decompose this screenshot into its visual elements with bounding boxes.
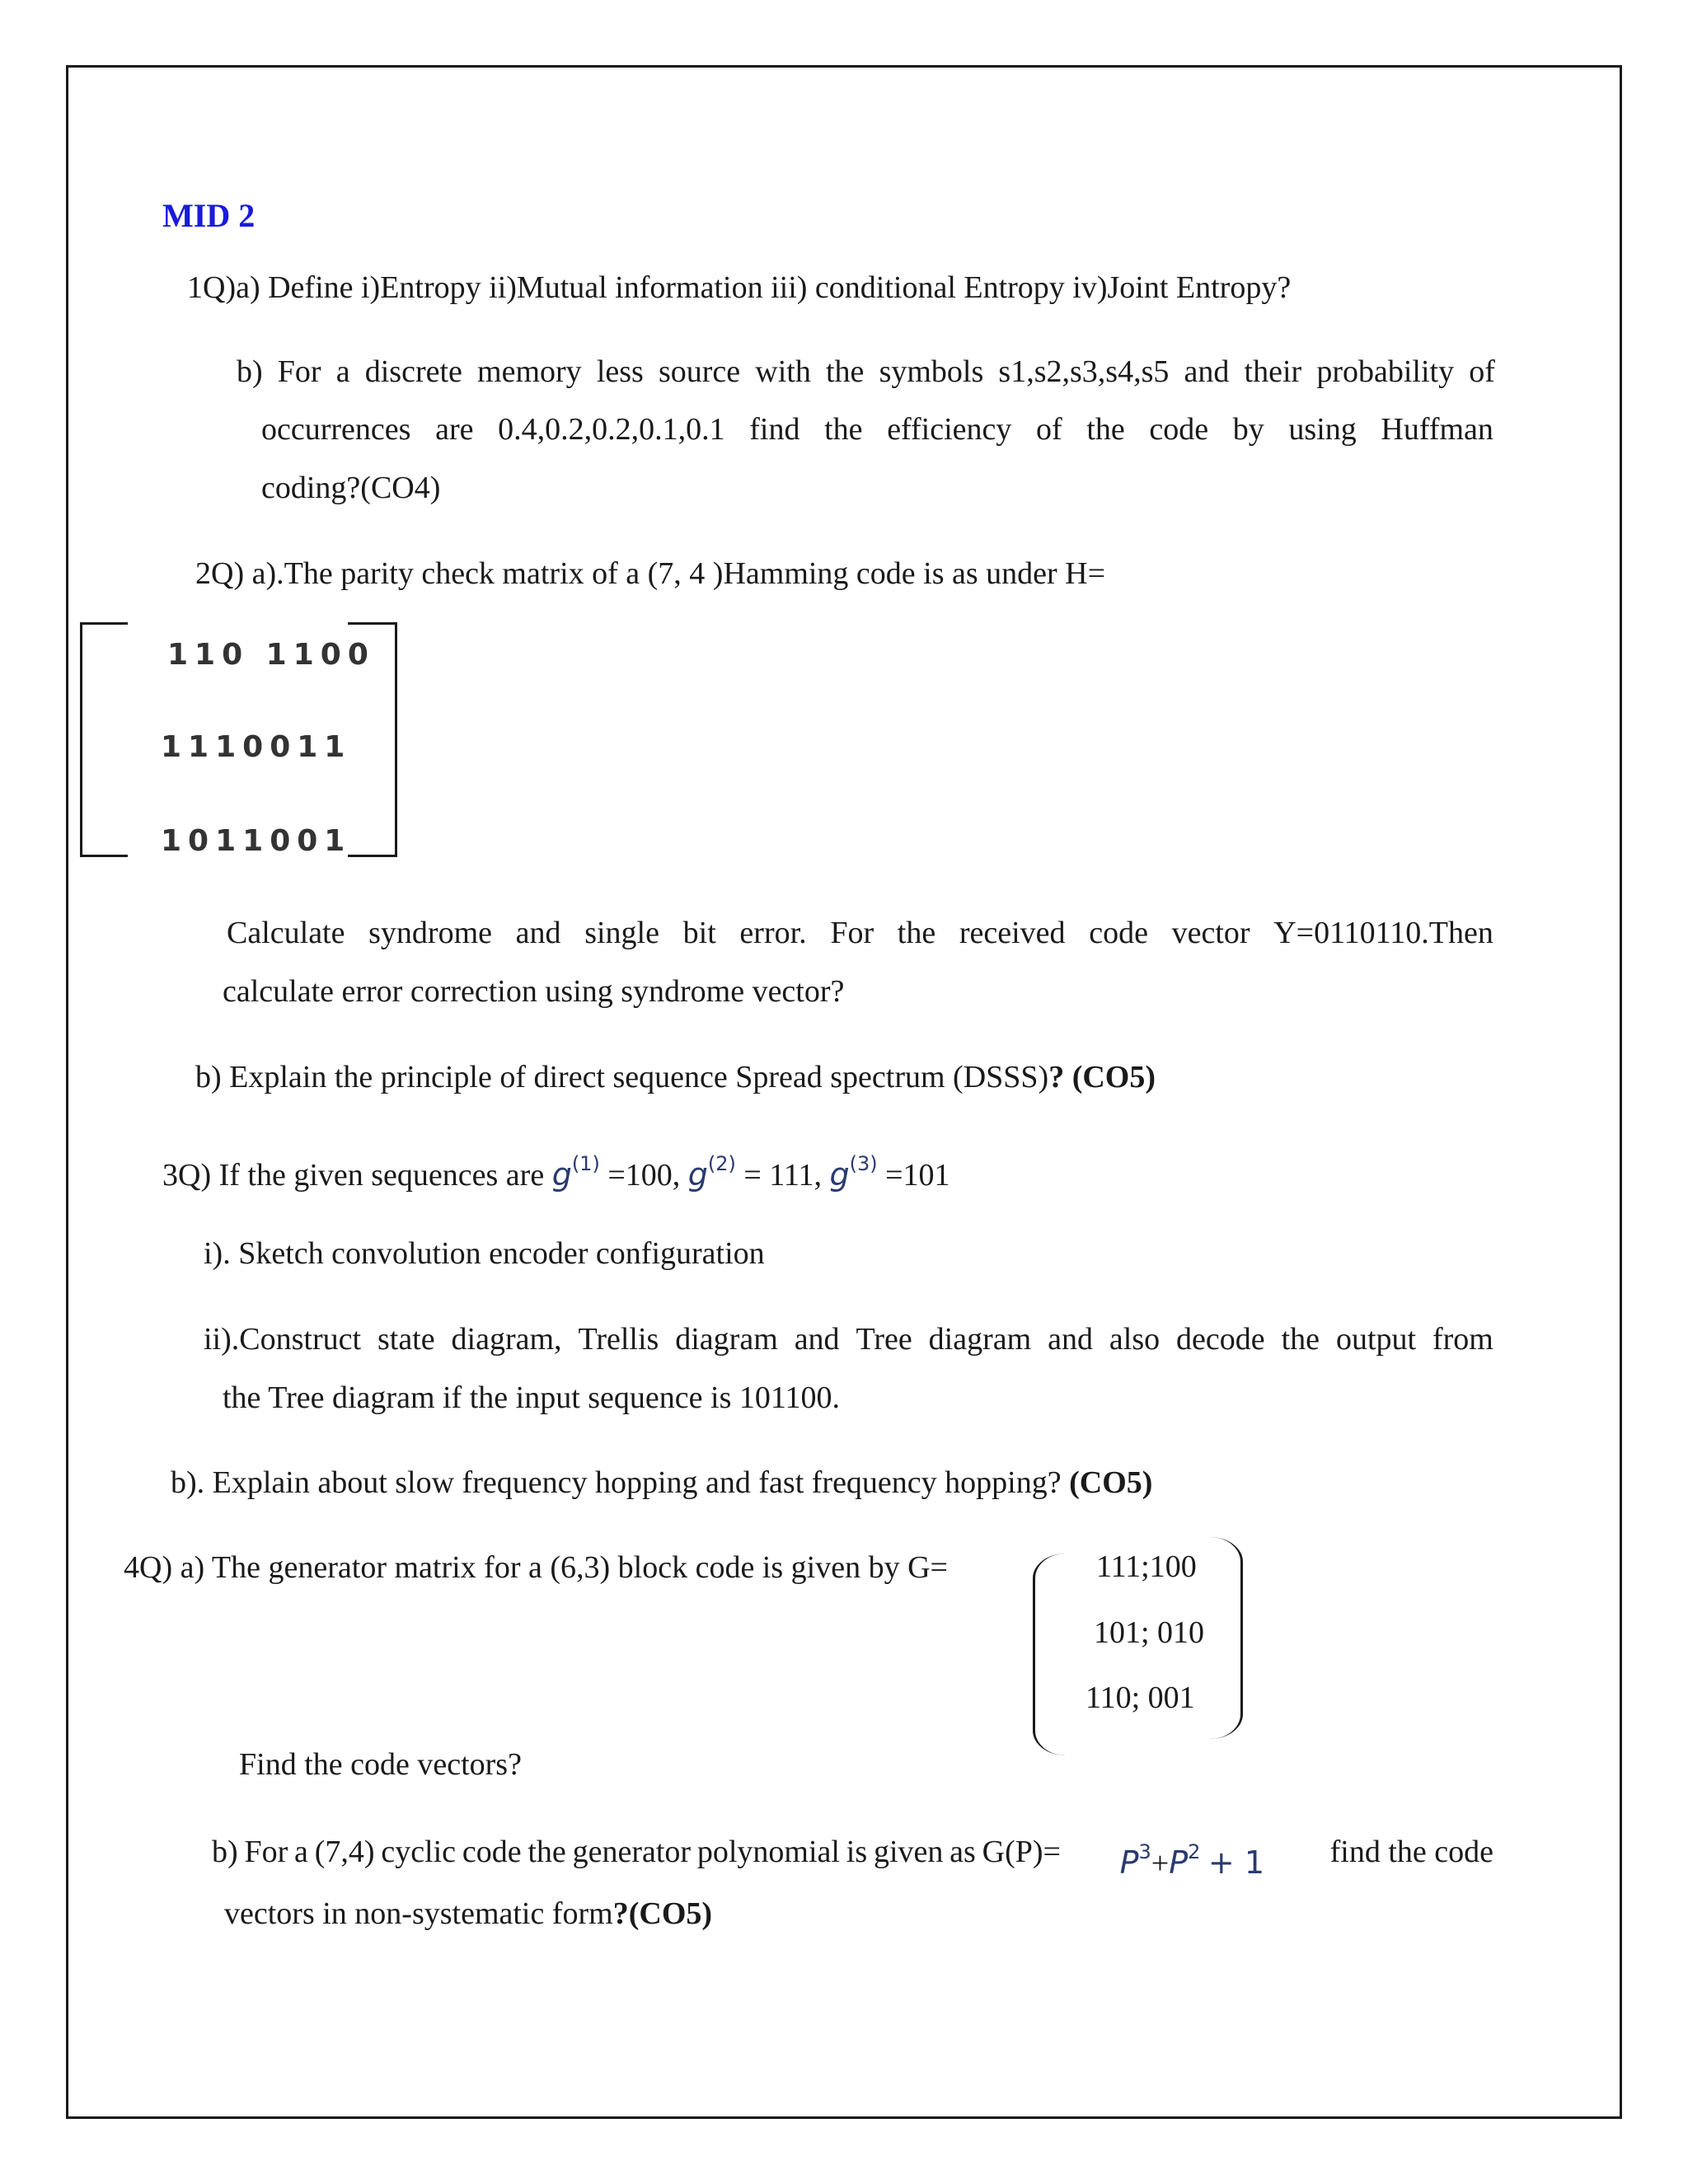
q4-part-b-line1 — [212, 1832, 1493, 1883]
q3-ii-line1-word: from — [1432, 1322, 1493, 1357]
q2-part-b — [195, 1057, 1156, 1097]
q4-part-b-co: ?(CO5) — [612, 1896, 713, 1931]
q1-b-line1-word: the — [826, 354, 865, 389]
g1-value: =100, — [607, 1158, 681, 1193]
q2-calc-line1-word: single — [584, 916, 659, 950]
g2-value: = 111, — [743, 1158, 822, 1193]
q1-b-line1-word: For — [277, 354, 321, 389]
q1-b-line1-word: symbols — [879, 354, 984, 389]
q3-ii-line1-word: ii).Construct — [204, 1322, 362, 1357]
q3-part-ii-line1 — [204, 1319, 1493, 1359]
poly-plus: + — [1151, 1846, 1170, 1881]
q1-part-b-line3: coding?(CO4) — [261, 471, 441, 505]
matrix-g-right-paren — [1210, 1537, 1243, 1739]
q1-b-line2-word: are — [435, 412, 474, 447]
q4-b-prefix-word: polynomial — [696, 1835, 840, 1869]
q4-b-prefix-word: For — [244, 1835, 288, 1869]
matrix-h-left-bracket — [80, 622, 128, 857]
matrix-g-left-paren — [1033, 1554, 1066, 1755]
q1-b-line2-word: efficiency — [887, 412, 1012, 447]
q4-b-prefix-word: G(P)= — [982, 1835, 1061, 1869]
q4-b-prefix-word: b) — [212, 1835, 238, 1869]
q1-b-line2-word: occurrences — [261, 412, 411, 447]
q4-b-prefix-word: cyclic — [381, 1835, 457, 1869]
g2-superscript: (2) — [707, 1152, 736, 1175]
q4-find: Find the code vectors? — [239, 1747, 522, 1782]
q1-part-b-line2 — [261, 410, 1493, 449]
q3-ii-line1-word: the — [1281, 1322, 1320, 1357]
poly-exp-2: 2 — [1188, 1840, 1201, 1863]
q1-b-line1-word: of — [1469, 354, 1495, 389]
q4-b-prefix-word: code — [462, 1835, 522, 1869]
q4-b-prefix-word: the — [528, 1835, 566, 1869]
q4-part-b-line2 — [224, 1894, 712, 1933]
q2-calc-line1-word: For — [830, 916, 874, 950]
q2-part-b-co: ? (CO5) — [1048, 1060, 1156, 1094]
q2-calc-line1-word: Y=0110110.Then — [1273, 916, 1493, 950]
q3-part-b — [171, 1463, 1152, 1502]
q4-part-a: 4Q) a) The generator matrix for a (6,3) block code is given by G= — [124, 1550, 948, 1585]
q1-part-b-line1 — [237, 352, 1495, 391]
q2-calc-line2: calculate error correction using syndrome vector? — [223, 974, 845, 1009]
q3-ii-line1-word: output — [1335, 1322, 1417, 1357]
q2-calc-line1-word: syndrome — [368, 916, 493, 950]
matrix-g-row-3: 110; 001 — [1085, 1680, 1195, 1715]
q1-b-line1-word: a — [335, 354, 350, 389]
matrix-g-row-1: 111;100 — [1096, 1549, 1197, 1584]
q1-b-line2-word: the — [1086, 412, 1125, 447]
q1-b-line1-word: their — [1244, 354, 1302, 389]
q2-calc-line1-word: code — [1089, 916, 1148, 950]
q3-part-ii-line2: the Tree diagram if the input sequence is 101100. — [223, 1380, 840, 1415]
g1-symbol: g — [551, 1156, 572, 1193]
q2-calc-line1-word: error. — [739, 916, 807, 950]
matrix-h-row-2: 1110011 — [161, 730, 352, 764]
q1-b-line1-word: source — [658, 354, 741, 389]
poly-tail: + 1 — [1207, 1844, 1265, 1881]
q1-b-line2-word: using — [1288, 412, 1357, 447]
q1-part-a: 1Q)a) Define i)Entropy ii)Mutual information iii) conditional Entropy iv)Joint Entropy? — [187, 270, 1292, 305]
q1-b-line2-word: Huffman — [1381, 412, 1493, 447]
g3-superscript: (3) — [849, 1152, 878, 1175]
q3-ii-line1-word: Trellis — [578, 1322, 659, 1357]
g3-value: =101 — [885, 1158, 950, 1193]
q3-ii-line1-word: diagram, — [451, 1322, 562, 1357]
q1-b-line1-word: b) — [237, 354, 263, 389]
q2-calc-line1-word: and — [515, 916, 561, 950]
q3-ii-line1-word: state — [377, 1322, 435, 1357]
q3-part-b-co: (CO5) — [1069, 1465, 1153, 1500]
q3-intro — [162, 1144, 950, 1195]
q1-b-line2-word: code — [1149, 412, 1209, 447]
q1-b-line2-word: by — [1232, 412, 1264, 447]
q3-ii-line1-word: decode — [1176, 1322, 1265, 1357]
q3-ii-line1-word: and — [794, 1322, 840, 1357]
q1-b-line1-word: probability — [1316, 354, 1455, 389]
q2-calc-line1-word: bit — [682, 916, 716, 950]
page-title: MID 2 — [162, 197, 256, 234]
matrix-g-row-2: 101; 010 — [1094, 1615, 1205, 1650]
g1-superscript: (1) — [571, 1152, 600, 1175]
q1-b-line2-word: 0.4,0.2,0.2,0.1,0.1 — [498, 412, 725, 447]
q4-part-b-prefix — [212, 1832, 1061, 1883]
q1-b-line1-word: with — [755, 354, 811, 389]
q4-polynomial — [1120, 1832, 1264, 1883]
q4-part-b-line2-text: vectors in non-systematic form — [224, 1896, 613, 1931]
q2-calc-line1-word: the — [897, 916, 936, 950]
q2-calc-line1-word: received — [959, 916, 1066, 950]
q3-part-i: i). Sketch convolution encoder configuration — [204, 1236, 765, 1271]
q3-ii-line1-word: diagram — [675, 1322, 778, 1357]
q1-b-line1-word: less — [596, 354, 644, 389]
q2-part-a: 2Q) a).The parity check matrix of a (7, 4 )Hamming code is as under H= — [195, 556, 1106, 591]
q2-calc-line1-word: vector — [1171, 916, 1250, 950]
g2-symbol: g — [687, 1156, 708, 1193]
poly-exp-3: 3 — [1138, 1840, 1151, 1863]
poly-p2-symbol: P — [1169, 1844, 1189, 1881]
q3-ii-line1-word: diagram — [928, 1322, 1032, 1357]
q1-b-line2-word: find — [749, 412, 800, 447]
q1-b-line1-word: and — [1184, 354, 1230, 389]
q3-ii-line1-word: also — [1109, 1322, 1160, 1357]
q3-part-b-text: b). Explain about slow frequency hopping and fast frequency hopping? — [171, 1465, 1062, 1500]
q2-calc-line1-word: Calculate — [227, 916, 345, 950]
matrix-h-row-3: 1011001 — [161, 824, 352, 858]
q4-b-prefix-word: a — [294, 1835, 308, 1869]
q4-part-b-suffix: find the code — [1329, 1835, 1493, 1869]
q3-ii-line1-word: and — [1048, 1322, 1093, 1357]
q1-b-line2-word: the — [824, 412, 863, 447]
matrix-h-row-1: 110 1100 — [167, 638, 375, 672]
q4-b-prefix-word: given — [873, 1835, 944, 1869]
q2-calc-line1 — [227, 913, 1493, 953]
q4-b-prefix-word: generator — [572, 1835, 692, 1869]
q1-b-line2-word: of — [1036, 412, 1062, 447]
poly-p3-symbol: P — [1119, 1844, 1139, 1881]
q2-part-b-text: b) Explain the principle of direct sequence Spread spectrum (DSSS) — [195, 1060, 1049, 1094]
g3-symbol: g — [829, 1156, 850, 1193]
q3-prefix: 3Q) If the given sequences are — [162, 1158, 545, 1193]
q1-b-line1-word: discrete — [364, 354, 462, 389]
q4-b-prefix-word: as — [950, 1835, 976, 1869]
q1-b-line1-word: s1,s2,s3,s4,s5 — [998, 354, 1170, 389]
q4-b-prefix-word: (7,4) — [314, 1835, 375, 1869]
q3-ii-line1-word: Tree — [856, 1322, 912, 1357]
q4-b-prefix-word: is — [846, 1835, 868, 1869]
q1-b-line1-word: memory — [477, 354, 582, 389]
